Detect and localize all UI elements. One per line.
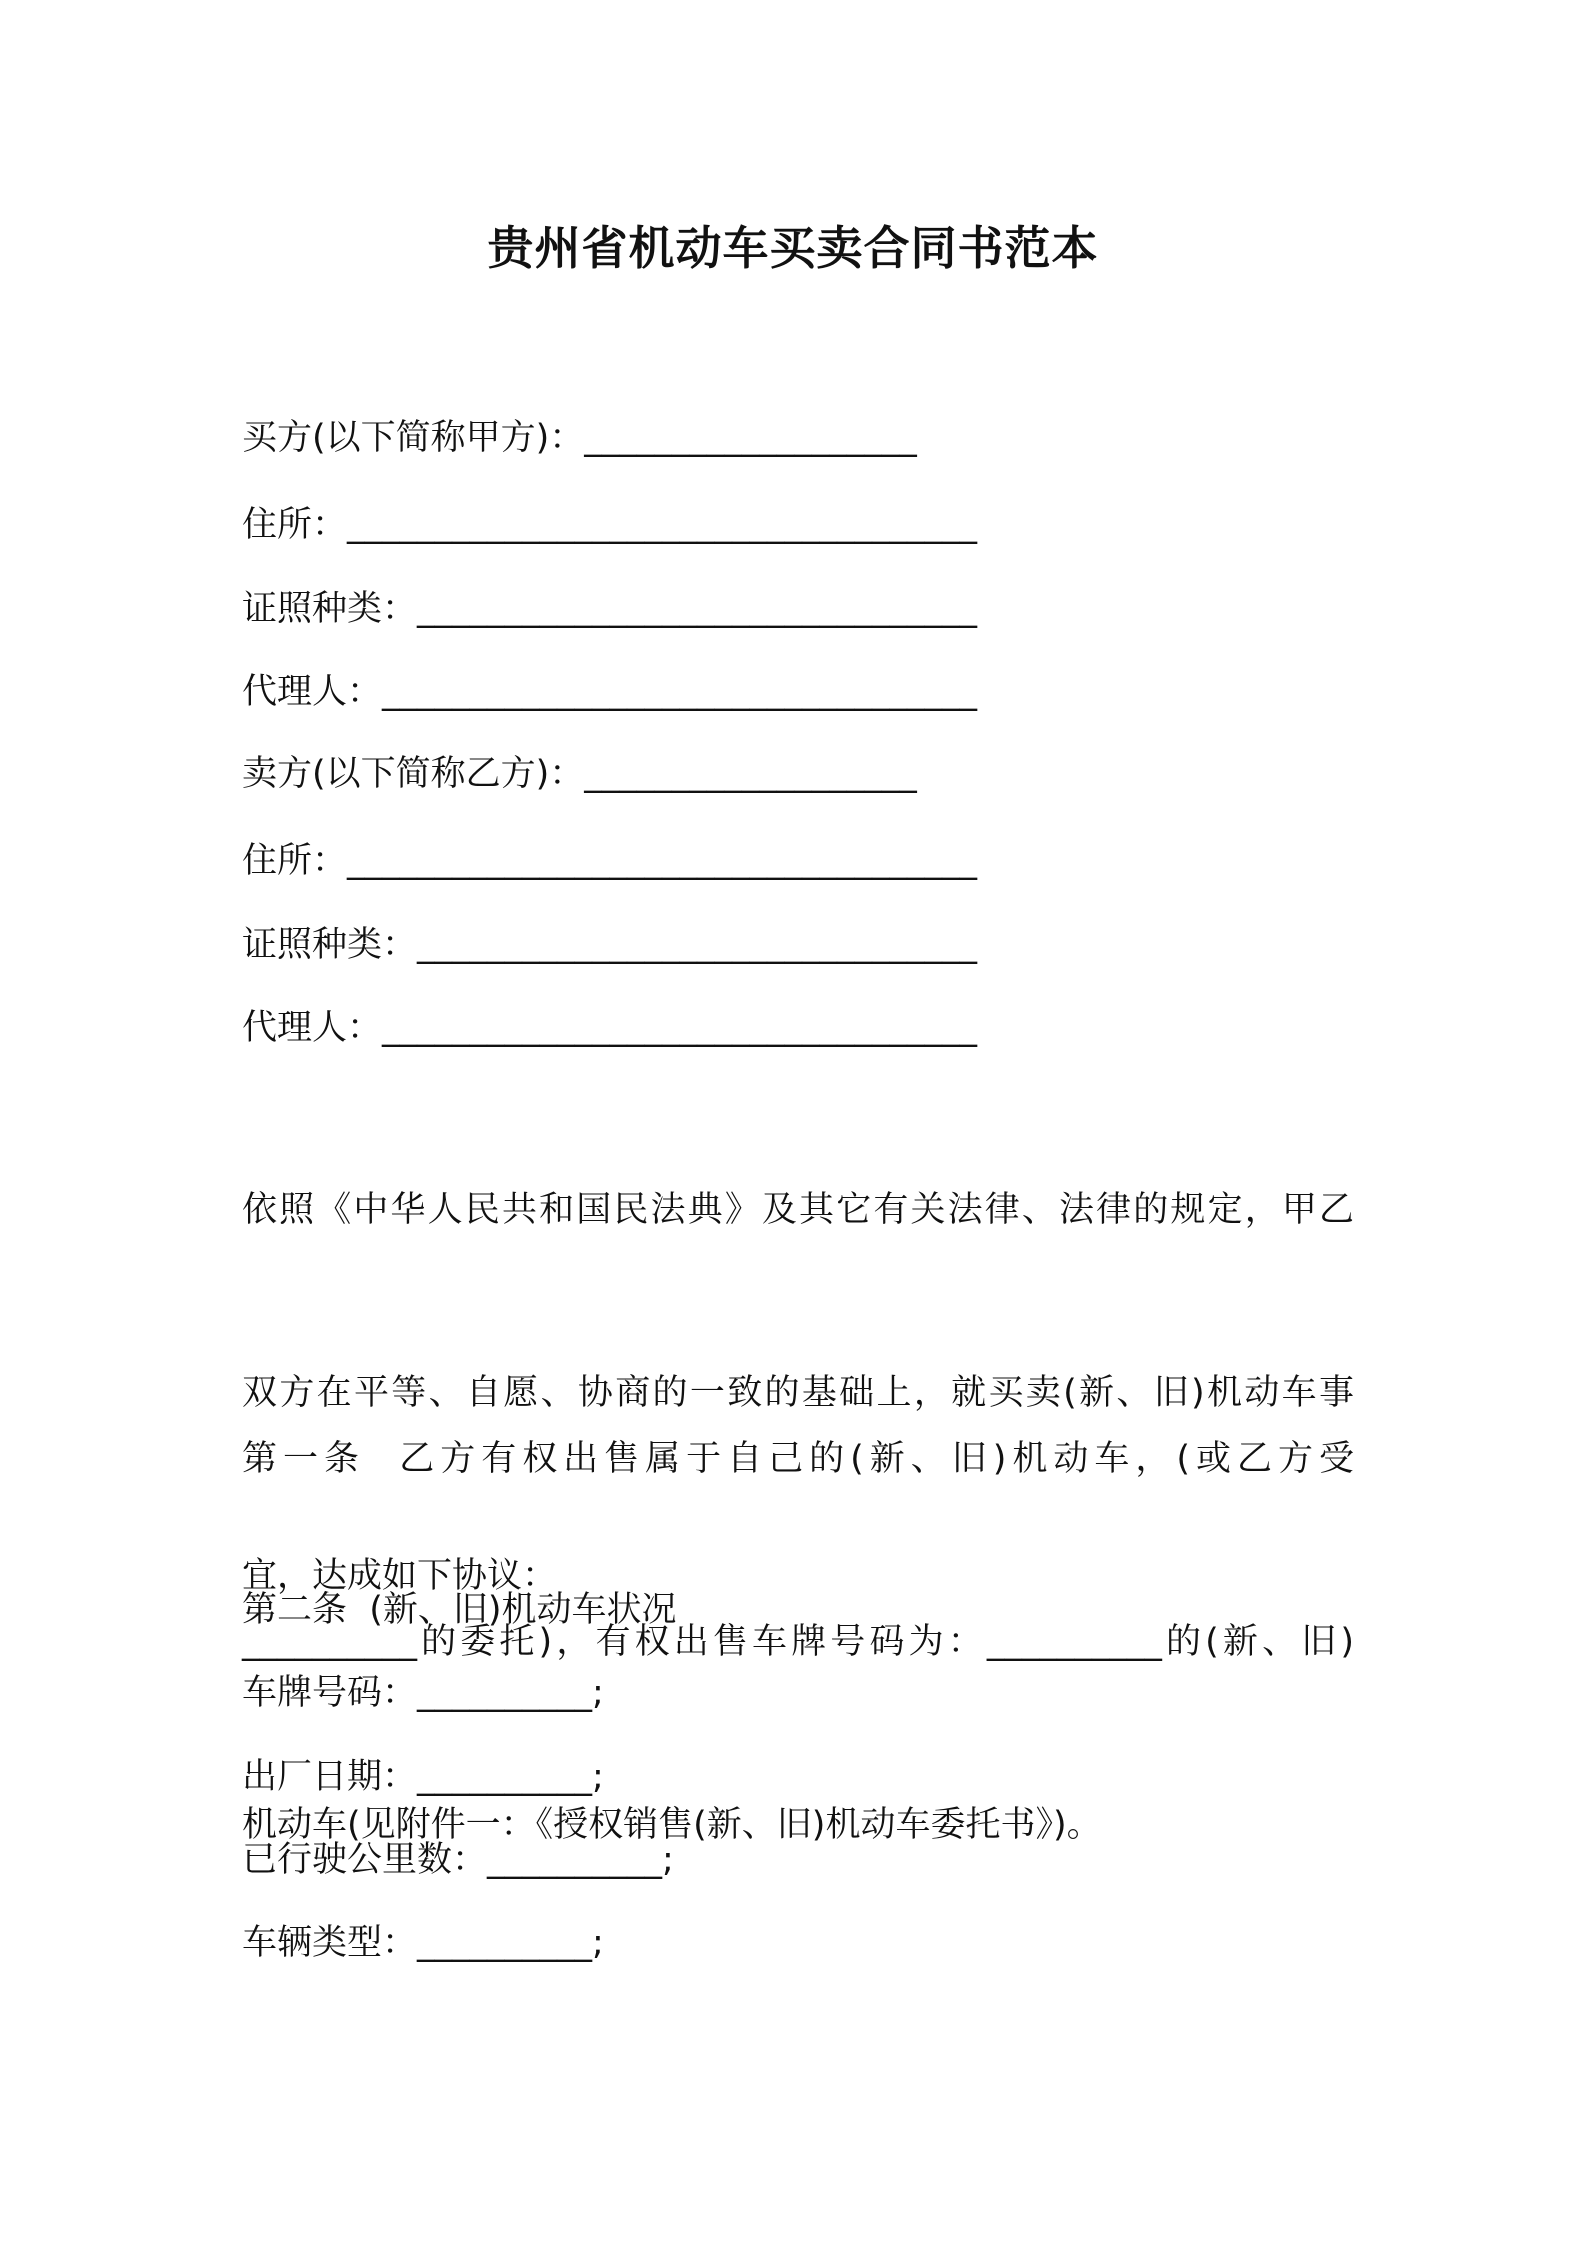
seller-name-line: 卖方(以下简称乙方)：___________________: [242, 754, 917, 794]
vehicle-type-line: 车辆类型：__________;: [242, 1923, 604, 1963]
preamble-row: 宜，达成如下协议：: [242, 1556, 558, 1596]
buyer-address-line: 住所：____________________________________: [242, 505, 978, 545]
article-two-heading: 第二条 (新、旧)机动车状况: [242, 1590, 677, 1630]
article-one-row: __________的委托)，有权出售车牌号码为：__________的(新、旧): [242, 1622, 1354, 1662]
preamble-row: 双方在平等、自愿、协商的一致的基础上，就买卖(新、旧)机动车事: [242, 1373, 1354, 1413]
factory-date-line: 出厂日期：__________;: [242, 1757, 604, 1797]
document-title: 贵州省机动车买卖合同书范本: [487, 221, 1099, 275]
article-one-paragraph: [242, 1334, 1354, 1983]
buyer-agent-line: 代理人：__________________________________: [242, 672, 978, 712]
buyer-name-line: 买方(以下简称甲方)：___________________: [242, 418, 917, 458]
seller-id-type-line: 证照种类：________________________________: [242, 925, 978, 965]
preamble-row: 依照《中华人民共和国民法典》及其它有关法律、法律的规定，甲乙: [242, 1190, 1354, 1230]
article-one-row: 第一条 乙方有权出售属于自己的(新、旧)机动车，(或乙方受: [242, 1439, 1354, 1479]
seller-address-line: 住所：____________________________________: [242, 841, 978, 881]
buyer-id-type-line: 证照种类：________________________________: [242, 589, 978, 629]
mileage-line: 已行驶公里数：__________;: [242, 1840, 674, 1880]
article-one-row: 机动车(见附件一：《授权销售(新、旧)机动车委托书》)。: [242, 1805, 1102, 1845]
plate-number-line: 车牌号码：__________;: [242, 1673, 604, 1713]
seller-agent-line: 代理人：__________________________________: [242, 1008, 978, 1048]
